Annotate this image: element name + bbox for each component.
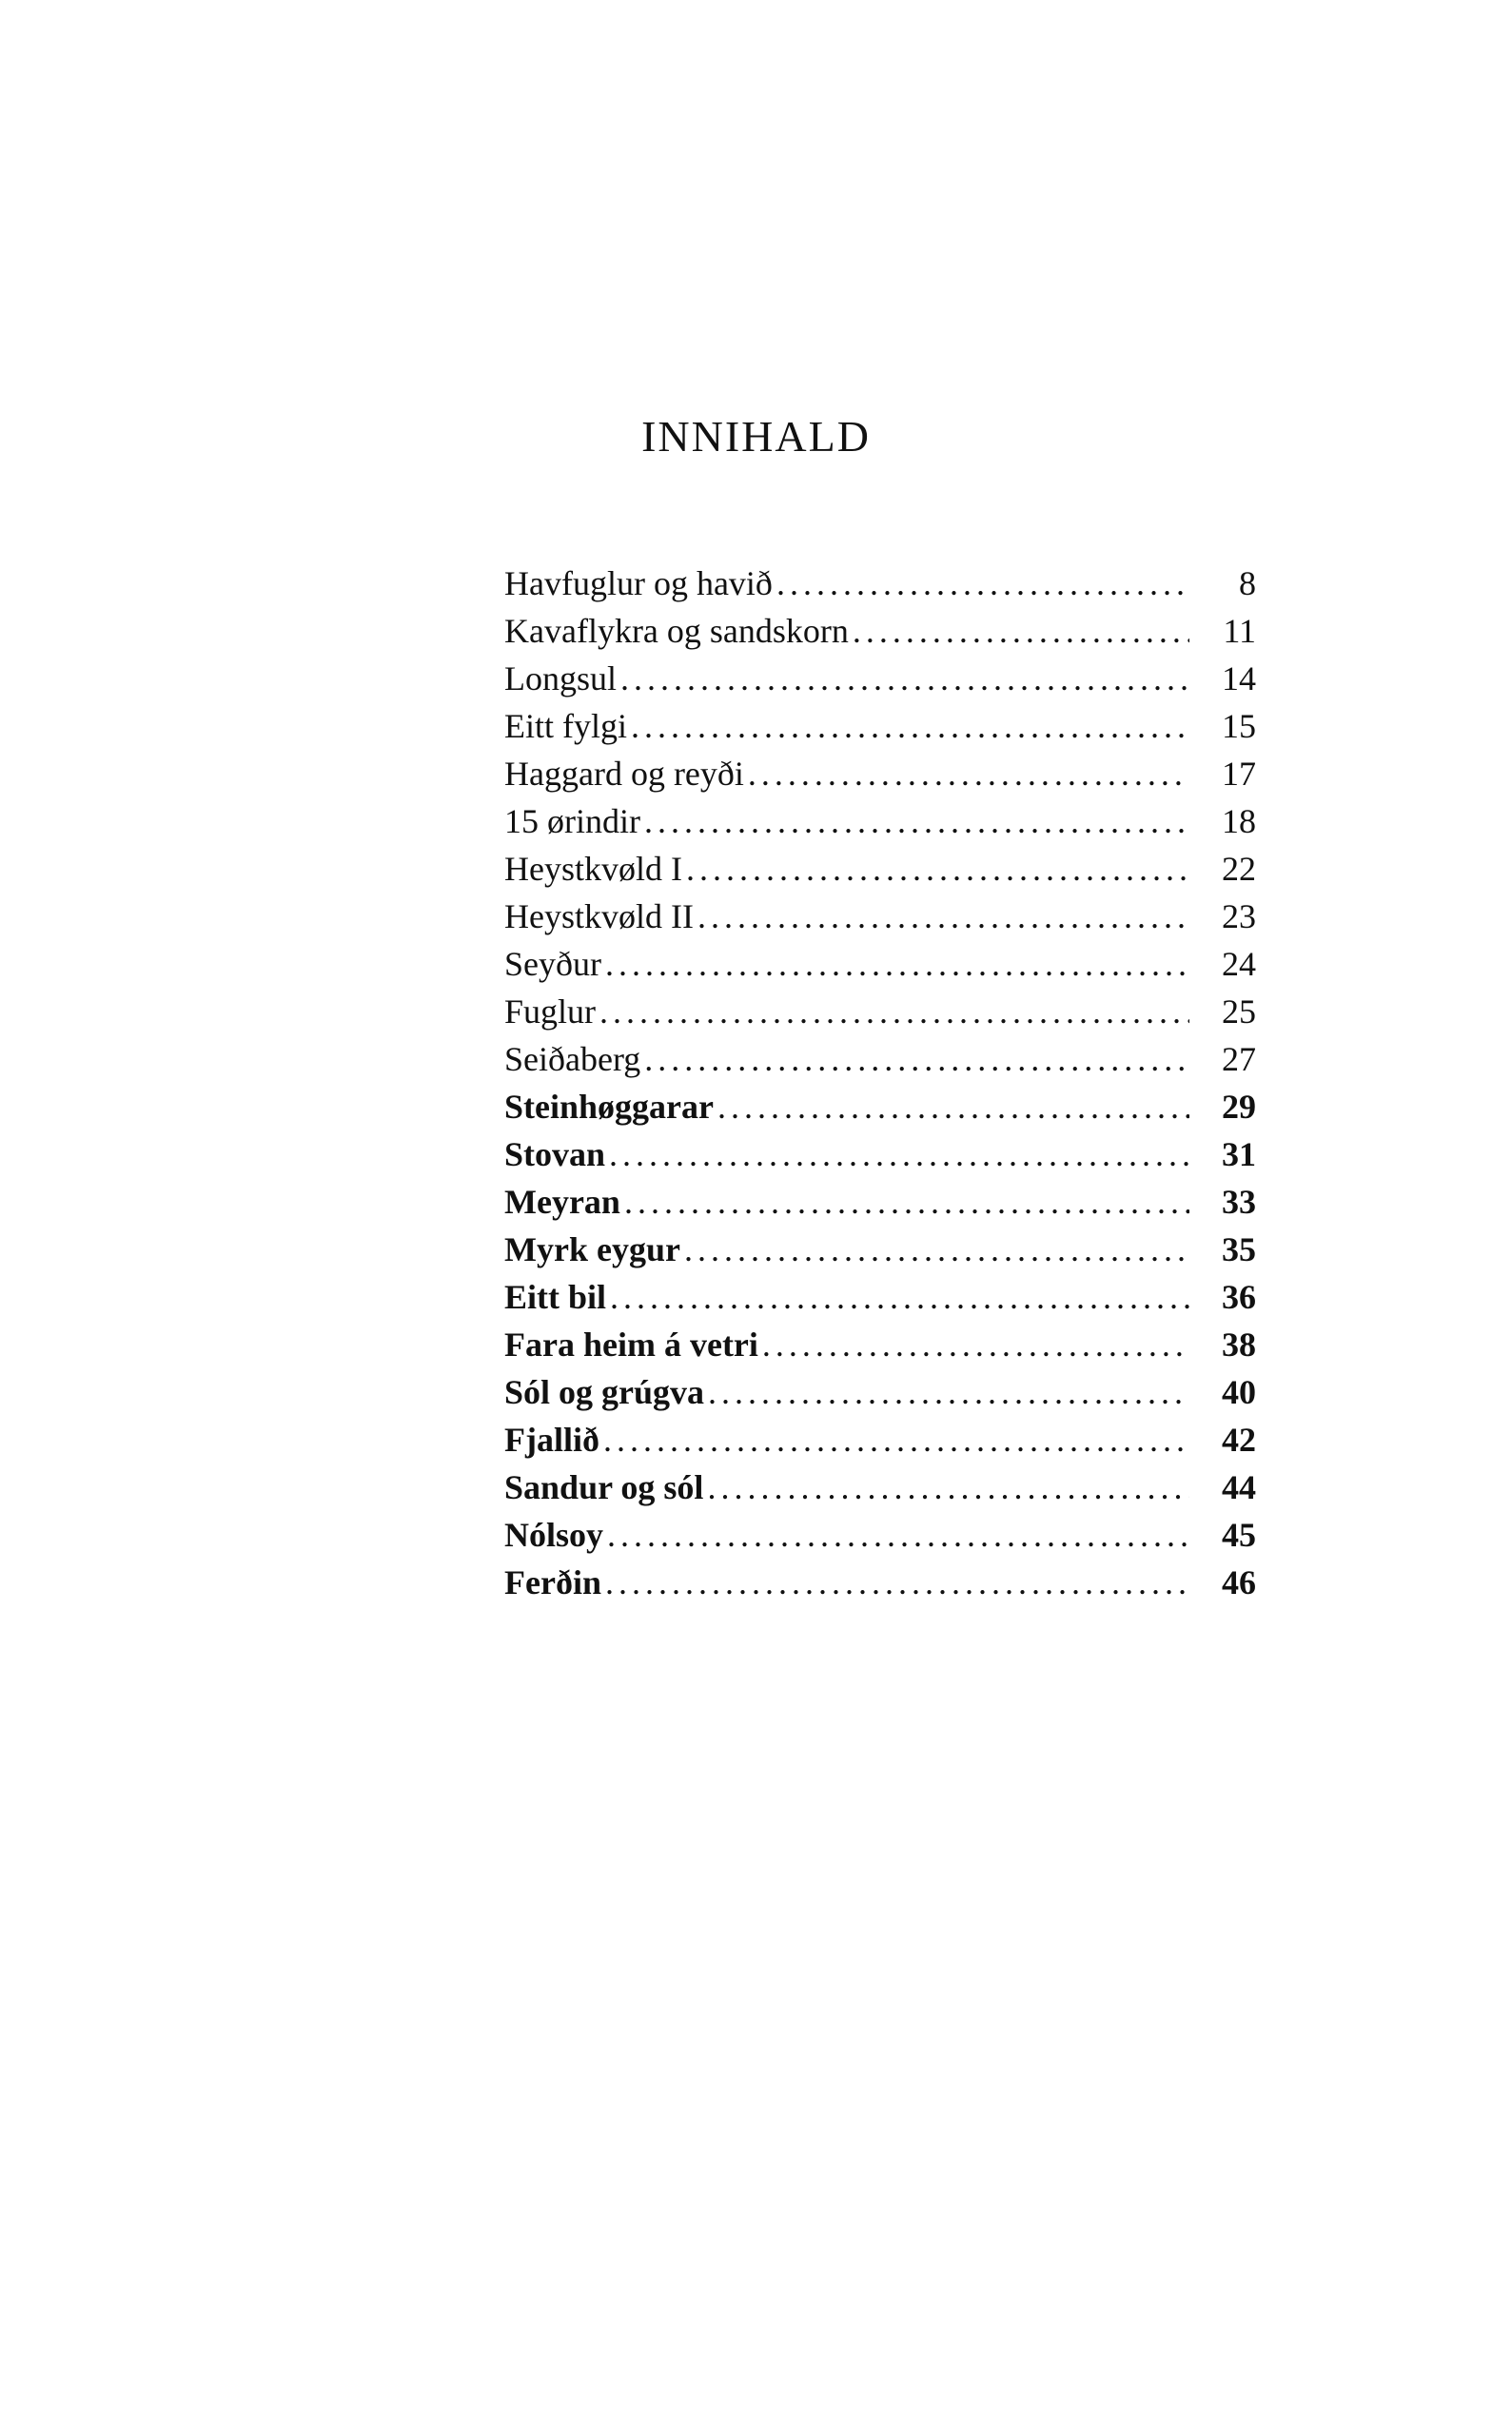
- toc-entry-page: 46: [1222, 1563, 1256, 1601]
- toc-entry-title: Ferðin: [504, 1563, 601, 1601]
- dot-leader: [610, 1273, 1189, 1321]
- toc-entry-page: 38: [1222, 1326, 1256, 1364]
- toc-entry-title: 15 ørindir: [504, 802, 640, 840]
- toc-entry-title: Sól og grúgva: [504, 1373, 705, 1411]
- toc-entry-title: Fara heim á vetri: [504, 1326, 758, 1364]
- dot-leader: [631, 702, 1189, 750]
- toc-entry-title: Nólsoy: [504, 1516, 604, 1554]
- toc-entry-title: Heystkvøld II: [504, 897, 694, 935]
- toc-entry[interactable]: [504, 1083, 1256, 1130]
- dot-leader: [697, 893, 1189, 940]
- toc-entry[interactable]: [504, 560, 1256, 607]
- toc-entry[interactable]: [504, 1226, 1256, 1273]
- toc-entry-page: 40: [1222, 1373, 1256, 1411]
- dot-leader: [603, 1416, 1189, 1464]
- toc-entry-page: 33: [1222, 1183, 1256, 1221]
- toc-entry[interactable]: [504, 940, 1256, 988]
- dot-leader: [644, 797, 1189, 845]
- toc-entry[interactable]: [504, 893, 1256, 940]
- toc-entry-page: 25: [1222, 992, 1256, 1031]
- dot-leader: [686, 845, 1189, 893]
- table-of-contents: [504, 560, 1256, 1606]
- dot-leader: [708, 1368, 1189, 1416]
- toc-entry[interactable]: [504, 988, 1256, 1035]
- toc-entry-title: Haggard og reyði: [504, 755, 744, 793]
- dot-leader: [748, 750, 1189, 797]
- dot-leader: [684, 1226, 1189, 1273]
- toc-entry-title: Steinhøggarar: [504, 1088, 714, 1126]
- toc-entry[interactable]: [504, 1416, 1256, 1464]
- toc-entry-title: Seyður: [504, 945, 601, 983]
- dot-leader: [609, 1130, 1189, 1178]
- toc-entry[interactable]: [504, 1273, 1256, 1321]
- dot-leader: [620, 655, 1189, 702]
- toc-entry[interactable]: [504, 607, 1256, 655]
- toc-entry-page: 31: [1222, 1135, 1256, 1173]
- toc-entry[interactable]: [504, 797, 1256, 845]
- dot-leader: [717, 1083, 1189, 1130]
- dot-leader: [624, 1178, 1189, 1226]
- toc-entry[interactable]: [504, 1559, 1256, 1606]
- page-title: INNIHALD: [641, 412, 871, 461]
- dot-leader: [605, 940, 1189, 988]
- dot-leader: [776, 560, 1189, 607]
- toc-entry-title: Fjallið: [504, 1421, 599, 1459]
- toc-entry-page: 14: [1222, 659, 1256, 697]
- dot-leader: [605, 1559, 1189, 1606]
- dot-leader: [853, 607, 1189, 655]
- toc-entry-page: 17: [1222, 755, 1256, 793]
- toc-entry[interactable]: [504, 1511, 1256, 1559]
- toc-entry[interactable]: [504, 1130, 1256, 1178]
- toc-entry-page: 27: [1222, 1040, 1256, 1078]
- toc-entry[interactable]: [504, 702, 1256, 750]
- toc-entry-page: 44: [1222, 1468, 1256, 1506]
- toc-entry-title: Stovan: [504, 1135, 606, 1173]
- toc-entry-page: 18: [1222, 802, 1256, 840]
- toc-entry-title: Eitt bil: [504, 1278, 607, 1316]
- toc-entry[interactable]: [504, 655, 1256, 702]
- toc-entry-title: Fuglur: [504, 992, 597, 1031]
- toc-entry-page: 24: [1222, 945, 1256, 983]
- toc-entry-title: Myrk eygur: [504, 1230, 680, 1268]
- toc-entry-page: 23: [1222, 897, 1256, 935]
- toc-entry-page: 35: [1222, 1230, 1256, 1268]
- toc-entry-page: 11: [1223, 612, 1256, 650]
- toc-entry-page: 42: [1222, 1421, 1256, 1459]
- toc-entry-page: 15: [1222, 707, 1256, 745]
- toc-entry-page: 36: [1222, 1278, 1256, 1316]
- toc-entry[interactable]: [504, 1178, 1256, 1226]
- toc-entry[interactable]: [504, 1464, 1256, 1511]
- toc-entry-title: Havfuglur og havið: [504, 564, 773, 602]
- toc-entry-title: Sandur og sól: [504, 1468, 704, 1506]
- toc-entry-page: 29: [1222, 1088, 1256, 1126]
- dot-leader: [762, 1321, 1189, 1368]
- dot-leader: [607, 1511, 1189, 1559]
- toc-entry-title: Seiðaberg: [504, 1040, 641, 1078]
- toc-entry[interactable]: [504, 750, 1256, 797]
- toc-entry[interactable]: [504, 1321, 1256, 1368]
- dot-leader: [599, 988, 1189, 1035]
- toc-entry-title: Kavaflykra og sandskorn: [504, 612, 849, 650]
- toc-entry-page: 8: [1239, 564, 1256, 602]
- toc-entry[interactable]: [504, 1368, 1256, 1416]
- toc-entry[interactable]: [504, 845, 1256, 893]
- toc-entry-title: Meyran: [504, 1183, 620, 1221]
- toc-entry-title: Longsul: [504, 659, 618, 697]
- toc-entry[interactable]: [504, 1035, 1256, 1083]
- toc-entry-title: Heystkvøld I: [504, 850, 682, 888]
- toc-entry-page: 22: [1222, 850, 1256, 888]
- toc-entry-page: 45: [1222, 1516, 1256, 1554]
- dot-leader: [644, 1035, 1189, 1083]
- toc-entry-title: Eitt fylgi: [504, 707, 627, 745]
- dot-leader: [707, 1464, 1189, 1511]
